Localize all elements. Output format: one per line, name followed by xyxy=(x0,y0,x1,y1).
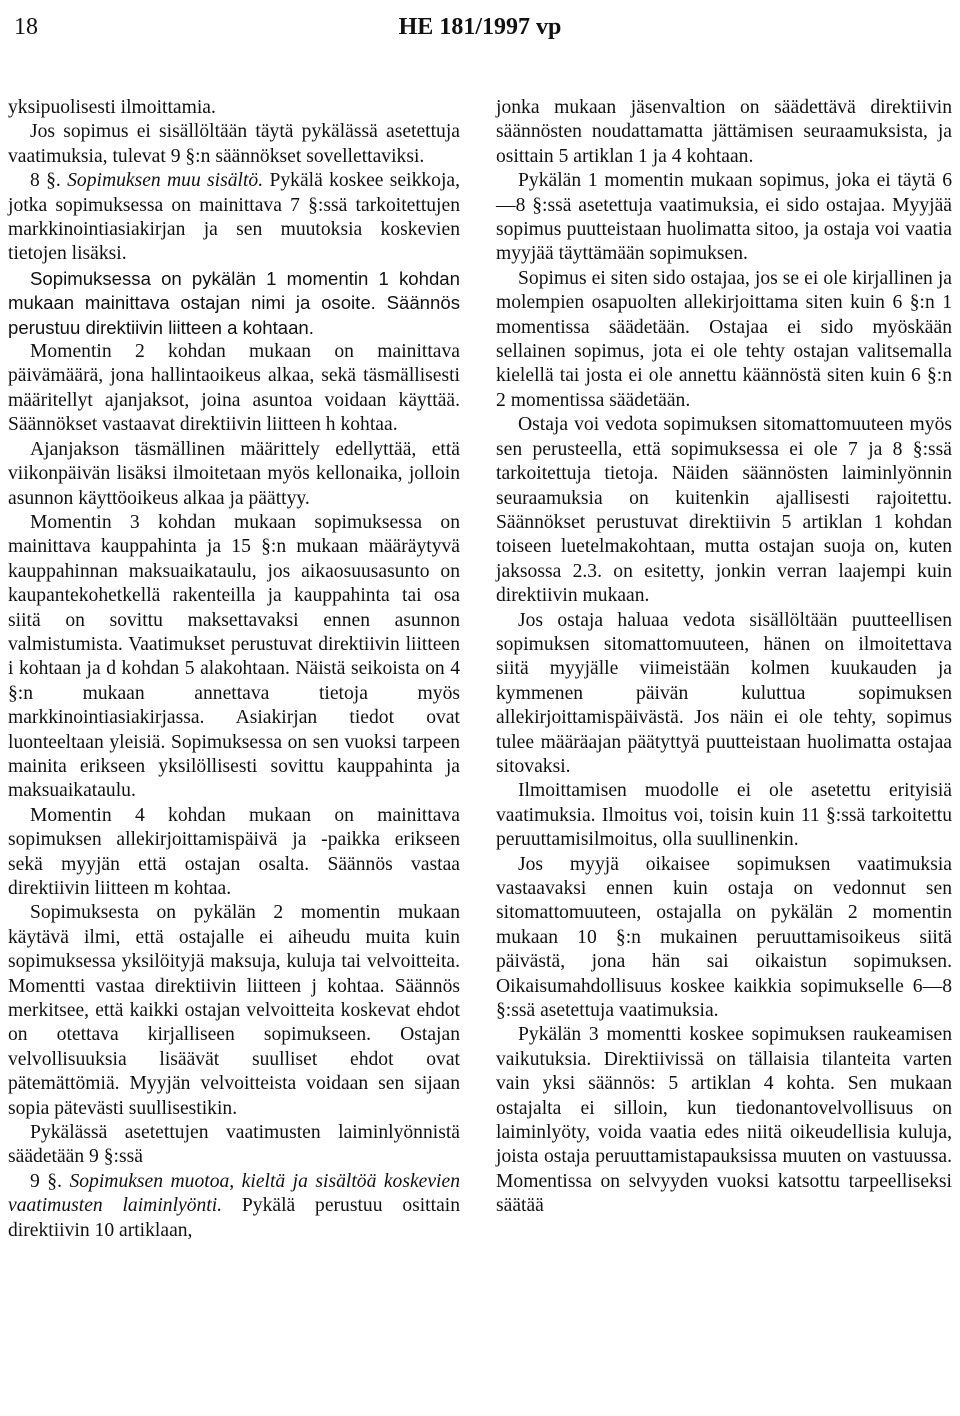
document-id: HE 181/1997 vp xyxy=(398,14,562,40)
paragraph: Pykälän 3 momentti koskee sopimuksen raukeamisen vaikutuksia. Direktiivissä on tällaisia tilanteita varten vain yksi säännös: 5 artiklan 4 kohta. Sen mukaan ostajalta ei silloin, kun tiedonantovelvollisuus on laiminlyöty, voida vaatia edes niitä oikeudellisia kuluja, joista ostaja peruuttamistapauksissa muuten on vastuussa. Momentissa on selvyyden vuoksi katsottu tarpeelliseksi säätää xyxy=(496,1024,952,1217)
left-column xyxy=(8,96,460,1243)
paragraph: Ilmoittamisen muodolle ei ole asetettu erityisiä vaatimuksia. Ilmoitus voi, toisin kuin 11 §:ssä tarkoitettu peruuttamisilmoitus, olla suullinenkin. xyxy=(496,780,952,851)
section-paragraph xyxy=(8,1170,460,1243)
right-column xyxy=(496,96,952,1219)
section-title: Sopimuksen muu sisältö. xyxy=(67,170,264,192)
paragraph: Ostaja voi vedota sopimuksen sitomattomuuteen myös sen perusteella, että sopimuksessa ei ole 7 ja 8 §:ssä tarkoitettuja tietoja. Näiden säännösten laiminlyönnin seuraamuksia on kuitenkin ajallisesti rajoitettu. Säännökset perustuvat direktiivin 5 artiklan 1 kohdan toiseen luetelmakohtaan, mutta ostajan suoja on, kuten jaksossa 2.3. on esitetty, jonkin verran laajempi kuin direktiivin mukaan. xyxy=(496,414,952,607)
paragraph: Jos sopimus ei sisällöltään täytä pykälässä asetettuja vaatimuksia, tulevat 9 §:n säännökset sovellettaviksi. xyxy=(8,121,460,167)
section-text: Pykälä koskee seikkoja, jotka sopimuksessa on mainittava 7 §:ssä tarkoitettujen markkinointiasiakirjan ja sen muutoksia koskevien tietojen lisäksi. xyxy=(8,170,460,265)
section-number: 9 §. xyxy=(30,1170,62,1192)
paragraph: Jos myyjä oikaisee sopimuksen vaatimuksia vastaavaksi ennen kuin ostaja on vedonnut sen sitomattomuuteen, ostajalla on pykälän 2 momentin mukaan 10 §:n mukainen peruuttamisoikeus siitä päivästä, jona hän sai oikaistun sopimuksen. Oikaisumahdollisuus koskee kaikkia sopimukselle 6—8 §:ssä asetettuja vaatimuksia. xyxy=(496,853,952,1022)
section-title: Sopimuksen muotoa, kieltä ja sisältöä koskevien vaatimusten laiminlyönti. xyxy=(8,1170,460,1217)
paragraph: jonka mukaan jäsenvaltion on säädettävä direktiivin säännösten noudattamatta jättämisen seuraamuksista, ja osittain 5 artiklan 1 ja 4 kohtaan. xyxy=(496,97,952,167)
paragraph: Momentin 2 kohdan mukaan on mainittava päivämäärä, jona hallintaoikeus alkaa, sekä täsmällisesti määritellyt ajanjaksot, joina asuntoa voidaan käyttää. Säännökset vastaavat direktiivin liitteen h kohtaa. xyxy=(8,341,460,436)
paragraph: Momentin 3 kohdan mukaan sopimuksessa on mainittava kauppahinta ja 15 §:n mukaan määräytyvä kauppahinnan maksuaikataulu, jos aikaosuusasunto on kaupantekohetkellä rakenteilla ja kauppahinta tai osa siitä on sovittu maksettavaksi ennen asunnon valmistumista. Vaatimukset perustuvat direktiivin liitteen i kohtaan ja d kohdan 5 alakohtaan. Näistä seikoista on 4 §:n mukaan annettava tietoja myös markkinointiasiakirjassa. Asiakirjan tiedot ovat luonteeltaan yleisiä. Sopimuksessa on sen vuoksi tarpeen mainita erikseen yksilöllisesti sovittu kauppahinta ja maksuaikataulu. xyxy=(8,511,460,802)
page-number: 18 xyxy=(14,14,38,40)
section-paragraph xyxy=(8,169,460,267)
paragraph: Sopimuksesta on pykälän 2 momentin mukaan käytävä ilmi, että ostajalle ei aiheudu muita kuin sopimuksessa yksilöityjä maksuja, kuluja tai velvoitteita. Momentti vastaa direktiivin liitteen j kohtaa. Säännös merkitsee, että kaikki ostajan velvoitteita koskevat ehdot on otettava kirjalliseen sopimukseen. Ostajan velvollisuuksia lisäävät suulliset ehdot ovat pätemättömiä. Myyjän velvoitteista voidaan sen sijaan sopia pätevästi suullisestikin. xyxy=(8,902,460,1119)
paragraph: Pykälässä asetettujen vaatimusten laiminlyönnistä säädetään 9 §:ssä xyxy=(8,1122,460,1168)
section-text: Pykälä perustuu osittain direktiivin 10 artiklaan, xyxy=(8,1195,461,1241)
paragraph: Sopimuksessa on pykälän 1 momentin 1 kohdan mukaan mainittava ostajan nimi ja osoite. Säännös perustuu direktiivin liitteen a kohtaan. xyxy=(8,267,460,338)
paragraph: Pykälän 1 momentin mukaan sopimus, joka ei täytä 6—8 §:ssä asetettuja vaatimuksia, ei sido ostajaa. Myyjää sopimus puutteistaan huolimatta sitoo, ja ostaja voi vaatia myyjää täyttämään sopimuksen. xyxy=(496,170,952,265)
page-header xyxy=(14,8,946,48)
paragraph: Ajanjakson täsmällinen määrittely edellyttää, että viikonpäivän lisäksi ilmoitetaan myös kellonaika, jolloin asunnon käyttöoikeus alkaa ja päättyy. xyxy=(8,438,460,509)
paragraph: Momentin 4 kohdan mukaan on mainittava sopimuksen allekirjoittamispäivä ja -paikka erikseen sekä myyjän että ostajan osalta. Säännös vastaa direktiivin liitteen m kohtaa. xyxy=(8,804,460,899)
section-number: 8 §. xyxy=(30,170,61,192)
paragraph: yksipuolisesti ilmoittamia. xyxy=(8,97,216,118)
paragraph: Jos ostaja haluaa vedota sisällöltään puutteellisen sopimuksen sitomattomuuteen, hänen on ilmoitettava siitä myyjälle viimeistään kolmen kuukauden ja kymmenen päivän kuluttua sopimuksen allekirjoittamispäivästä. Jos näin ei ole tehty, sopimus tulee määräajan päätyttyä puutteistaan huolimatta ostajaa sitovaksi. xyxy=(496,609,952,777)
paragraph: Sopimus ei siten sido ostajaa, jos se ei ole kirjallinen ja molempien osapuolten allekirjoittama siten kuin 6 §:n 1 momentissa säädetään. Ostajaa ei sido myöskään sellainen sopimus, jota ei ole tehty ostajan valitsemalla kielellä tai josta ei ole annettu käännöstä siten kuin 6 §:n 2 momentissa säädetään. xyxy=(496,267,952,411)
